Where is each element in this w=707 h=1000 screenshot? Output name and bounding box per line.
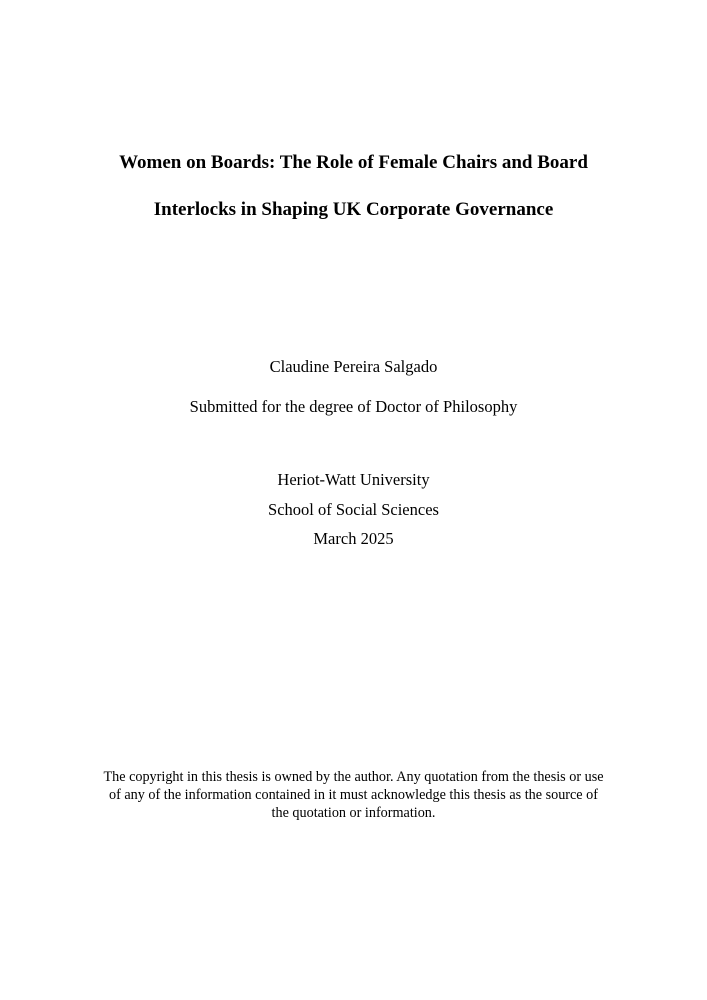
university-name: Heriot-Watt University — [277, 470, 430, 489]
degree-statement: Submitted for the degree of Doctor of Philosophy — [189, 397, 518, 416]
copyright-notice-line-1: The copyright in this thesis is owned by the author. Any quotation from the thesis or use — [103, 769, 604, 785]
thesis-title-line-2: Interlocks in Shaping UK Corporate Governance — [153, 199, 554, 220]
submission-date: March 2025 — [313, 529, 394, 548]
thesis-title-line-1: Women on Boards: The Role of Female Chairs and Board — [119, 152, 588, 173]
school-name: School of Social Sciences — [268, 500, 439, 519]
author-name: Claudine Pereira Salgado — [269, 357, 438, 376]
copyright-notice-line-3: the quotation or information. — [271, 805, 436, 821]
copyright-notice-line-2: of any of the information contained in it must acknowledge this thesis as the source of — [109, 787, 598, 803]
